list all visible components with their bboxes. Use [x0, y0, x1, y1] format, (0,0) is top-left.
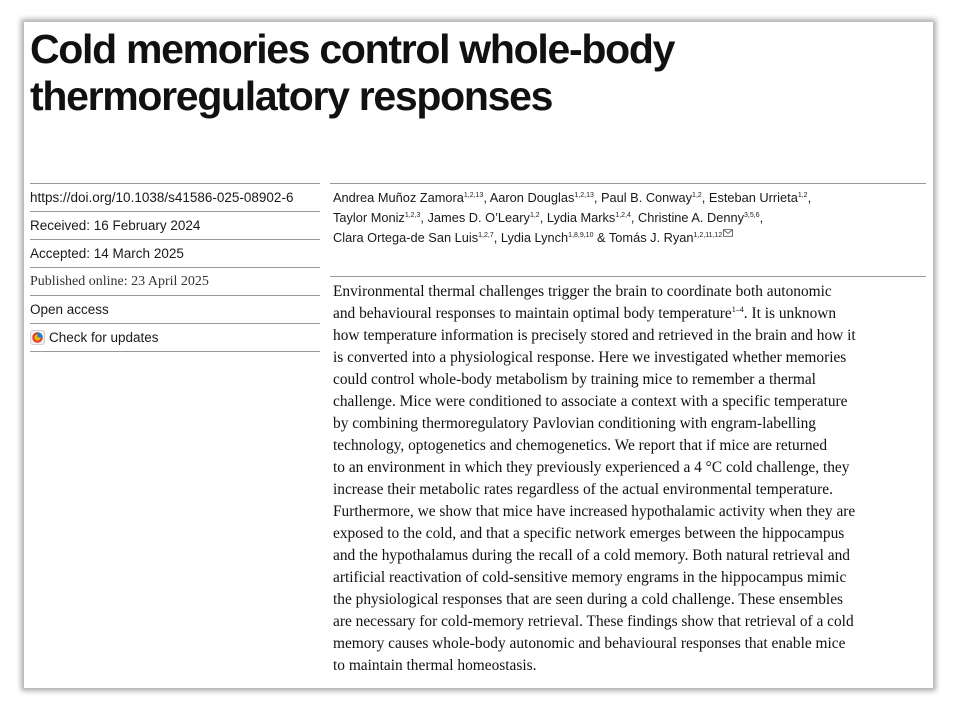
- check-for-updates-label: Check for updates: [49, 330, 159, 345]
- author[interactable]: Esteban Urrieta$^{1,2}$: [708, 190, 808, 205]
- abstract: [333, 281, 925, 677]
- abstract-line: Furthermore, we show that mice have increased hypothalamic activity when they are: [333, 503, 856, 520]
- author[interactable]: Paul B. Conway$^{1,2}$: [601, 190, 702, 205]
- accepted-date: Accepted: 14 March 2025: [30, 239, 320, 267]
- author[interactable]: Christine A. Denny$^{3,5,6}$: [638, 210, 760, 225]
- author[interactable]: Andrea Muñoz Zamora$^{1,2,13}$: [333, 190, 484, 205]
- abstract-divider: [330, 276, 926, 277]
- abstract-line: by combining thermoregulatory Pavlovian conditioning with engram-labelling: [333, 415, 816, 432]
- published-date: Published online: 23 April 2025: [30, 267, 320, 295]
- abstract-line: is converted into a physiological response. Here we investigated whether memories: [333, 349, 847, 366]
- abstract-line: to an environment in which they previously experienced a 4 °C cold challenge, they: [333, 459, 850, 476]
- abstract-line: and behavioural responses to maintain optimal body temperature$^{1-4}$. It is unknown: [333, 305, 837, 322]
- author[interactable]: Clara Ortega-de San Luis$^{1,2,7}$: [333, 230, 494, 245]
- article-metadata: [30, 183, 320, 352]
- abstract-line: artificial reactivation of cold-sensitive memory engrams in the hippocampus mimic: [333, 569, 847, 586]
- abstract-line: Environmental thermal challenges trigger the brain to coordinate both autonomic: [333, 283, 832, 300]
- abstract-line: could control whole-body metabolism by training mice to remember a thermal: [333, 371, 816, 388]
- check-for-updates-icon: [30, 330, 45, 345]
- abstract-line: exposed to the cold, and that a specific network emerges between the hippocampus: [333, 525, 845, 542]
- abstract-line: and the hypothalamus during the recall of a cold memory. Both natural retrieval and: [333, 547, 850, 564]
- abstract-line: challenge. Mice were conditioned to associate a context with a specific temperature: [333, 393, 848, 410]
- author[interactable]: James D. O’Leary$^{1,2}$: [427, 210, 540, 225]
- abstract-line: memory causes whole-body autonomic and behavioural responses that enable mice: [333, 635, 846, 652]
- citation-ref[interactable]: 1–4: [731, 305, 744, 314]
- abstract-line: technology, optogenetics and chemogenetics. We report that if mice are returned: [333, 437, 828, 454]
- check-for-updates-link[interactable]: [30, 323, 320, 352]
- open-access-label: Open access: [30, 295, 320, 323]
- authors-divider: [330, 183, 926, 184]
- author[interactable]: Tomás J. Ryan$^{1,2,11,12}$: [608, 230, 723, 245]
- article-title: [30, 26, 920, 120]
- received-date: Received: 16 February 2024: [30, 211, 320, 239]
- abstract-line: increase their metabolic rates regardless of the actual environmental temperature.: [333, 481, 833, 498]
- article-page: [24, 22, 933, 688]
- abstract-line: to maintain thermal homeostasis.: [333, 657, 537, 674]
- author[interactable]: Lydia Lynch$^{1,8,9,10}$: [500, 230, 594, 245]
- envelope-icon[interactable]: [723, 229, 733, 237]
- abstract-line: how temperature information is precisely stored and retrieved in the brain and how it: [333, 327, 856, 344]
- title-line-2: thermoregulatory responses: [30, 73, 553, 119]
- title-line-1: Cold memories control whole-body: [30, 26, 675, 72]
- author-list: Andrea Muñoz Zamora$^{1,2,13}$, Aaron Douglas$^{1,2,13}$, Paul B. Conway$^{1,2}$, Esteban Urrieta$^{1,2}$, Taylor Moniz$^{1,2,3}$, James D. O’Leary$^{1,2}$, Lydia Marks$^{1,2,4}$, Christine A. Denny$^{3,5,6}$, Clara Ortega-de San Luis$^{1,2,7}$, Lydia Lynch$^{1,8,9,10}$ & Tomás J. Ryan$^{1,2,11,12}$: [333, 190, 812, 245]
- author[interactable]: Aaron Douglas$^{1,2,13}$: [489, 190, 594, 205]
- abstract-line: the physiological responses that are seen during a cold challenge. These ensembles: [333, 591, 844, 608]
- author[interactable]: Taylor Moniz$^{1,2,3}$: [333, 210, 421, 225]
- author[interactable]: Lydia Marks$^{1,2,4}$: [546, 210, 631, 225]
- abstract-line: are necessary for cold-memory retrieval. These findings show that retrieval of a cold: [333, 613, 854, 630]
- doi-link[interactable]: https://doi.org/10.1038/s41586-025-08902-6: [30, 183, 320, 211]
